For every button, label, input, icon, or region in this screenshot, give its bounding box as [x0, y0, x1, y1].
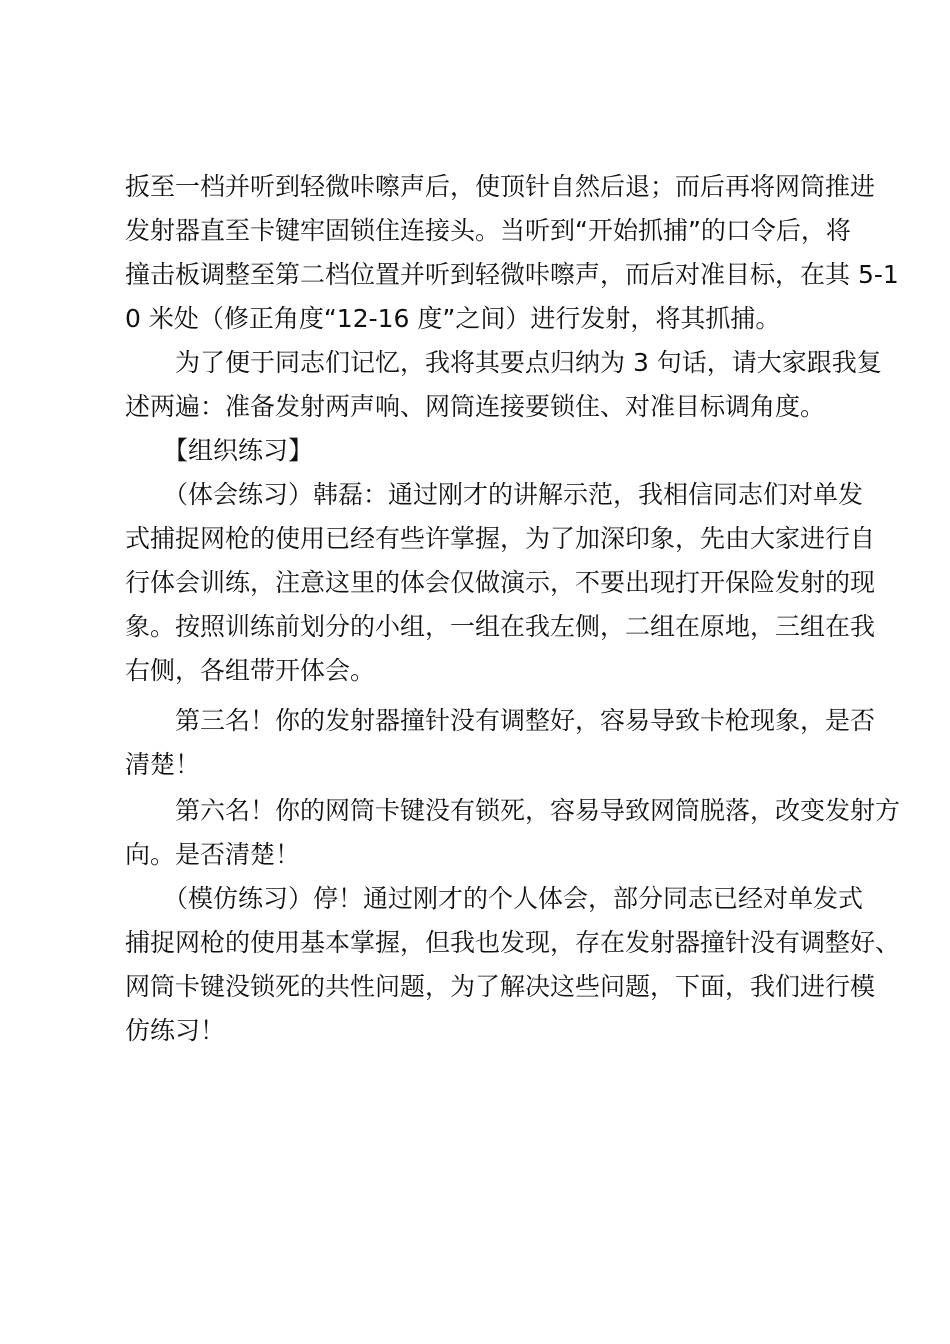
text-line: 向。是否清楚！: [125, 840, 301, 869]
text-line: 式捕捉网枪的使用已经有些许掌握，为了加深印象，先由大家进行自: [125, 524, 876, 553]
text-line: 撞击板调整至第二档位置并听到轻微咔嚓声，而后对准目标，在其 5-1: [125, 260, 899, 289]
text-line: （模仿练习）停！通过刚才的个人体会，部分同志已经对单发式: [163, 884, 864, 913]
text-line: 清楚！: [125, 750, 201, 779]
text-line: 象。按照训练前划分的小组，一组在我左侧，二组在原地，三组在我: [125, 612, 876, 641]
text-line: （体会练习）韩磊：通过刚才的讲解示范，我相信同志们对单发: [163, 480, 864, 509]
text-line: 0 米处（修正角度“12-16 度”之间）进行发射，将其抓捕。: [125, 304, 781, 333]
text-line: 右侧，各组带开体会。: [125, 656, 376, 685]
text-line: 第六名！你的网筒卡键没有锁死，容易导致网筒脱落，改变发射方: [175, 796, 901, 825]
text-line: 为了便于同志们记忆，我将其要点归纳为 3 句话，请大家跟我复: [175, 348, 882, 377]
section-heading: 【组织练习】: [163, 436, 314, 465]
text-line: 网筒卡键没锁死的共性问题，为了解决这些问题，下面，我们进行模: [125, 972, 876, 1001]
text-line: 发射器直至卡键牢固锁住连接头。当听到“开始抓捕”的口令后，将: [125, 216, 851, 245]
text-line: 捕捉网枪的使用基本掌握，但我也发现，存在发射器撞针没有调整好、: [125, 928, 901, 957]
text-line: 述两遍：准备发射两声响、网筒连接要锁住、对准目标调角度。: [125, 392, 826, 421]
text-line: 仿练习！: [125, 1016, 226, 1045]
text-line: 行体会训练，注意这里的体会仅做演示，不要出现打开保险发射的现: [125, 568, 876, 597]
text-line: 扳至一档并听到轻微咔嚓声后，使顶针自然后退；而后再将网筒推进: [125, 172, 876, 201]
text-line: 第三名！你的发射器撞针没有调整好，容易导致卡枪现象，是否: [175, 706, 876, 735]
